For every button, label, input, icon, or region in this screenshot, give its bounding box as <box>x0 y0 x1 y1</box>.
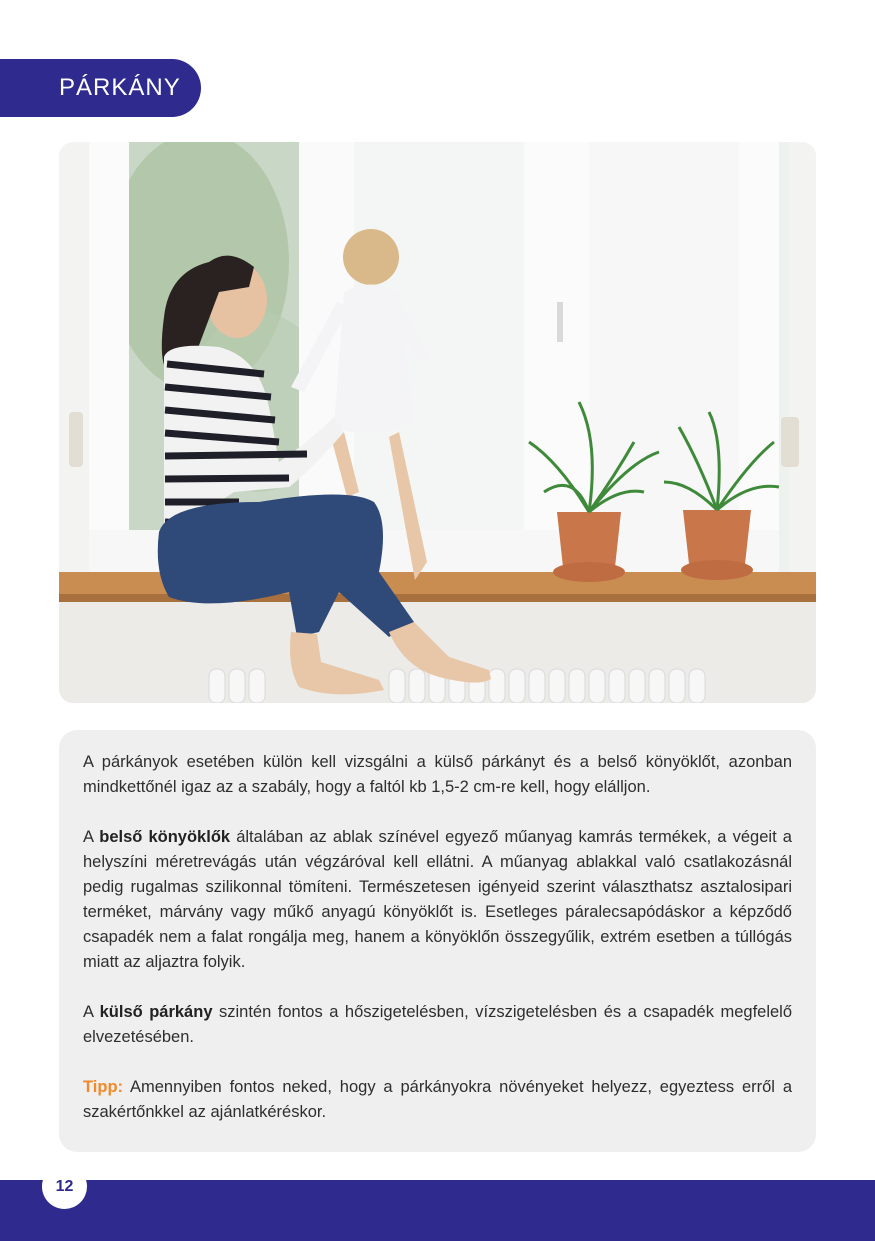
paragraph-intro: A párkányok esetében külön kell vizsgálni a külső párkányt és a belső könyöklőt, azonban mindkettőnél igaz az a szabály, hogy a faltól kb 1,5-2 cm-re kell, hogy elálljon. <box>83 753 792 796</box>
page-number: 12 <box>42 1164 87 1209</box>
paragraph-tip <box>83 1075 792 1125</box>
footer-bar <box>0 1180 875 1241</box>
paragraph-outer-sill <box>83 1000 792 1050</box>
p3-prefix: A <box>83 1003 100 1021</box>
tip-text: Amennyiben fontos neked, hogy a párkányokra növényeket helyezz, egyeztess erről a szakértőnkkel az ajánlatkéréskor. <box>83 1078 792 1121</box>
p2-rest: általában az ablak színével egyező műanyag kamrás termékek, a végeit a helyszíni méretrevágás után végzáróval kell ellátni. A műanyag ablakkal való csatlakozásnál pedig rugalmas szilikonnal tömíteni. Természetesen igényeid szerint választhatsz asztalosipari terméket, márvány vagy műkő anyagú könyöklőt is. Esetleges páralecsapódáskor a képződő csapadék nem a falat rongálja meg, hanem a könyöklőn összegyűlik, extrém esetben a túllógás miatt az aljaztra folyik. <box>83 828 792 971</box>
p3-bold: külső párkány <box>99 1003 213 1021</box>
section-title-tab <box>0 59 201 117</box>
hero-photo <box>59 142 816 703</box>
p2-bold: belső könyöklők <box>99 828 231 846</box>
p2-prefix: A <box>83 828 100 846</box>
p3-rest: szintén fontos a hőszigetelésben, vízszigetelésben és a csapadék megfelelő elvezetésében. <box>83 1003 793 1046</box>
page-title: PÁRKÁNY <box>59 74 181 101</box>
content-box <box>59 730 816 1152</box>
tip-label: Tipp: <box>83 1078 124 1096</box>
paragraph-inner-sill <box>83 825 792 975</box>
